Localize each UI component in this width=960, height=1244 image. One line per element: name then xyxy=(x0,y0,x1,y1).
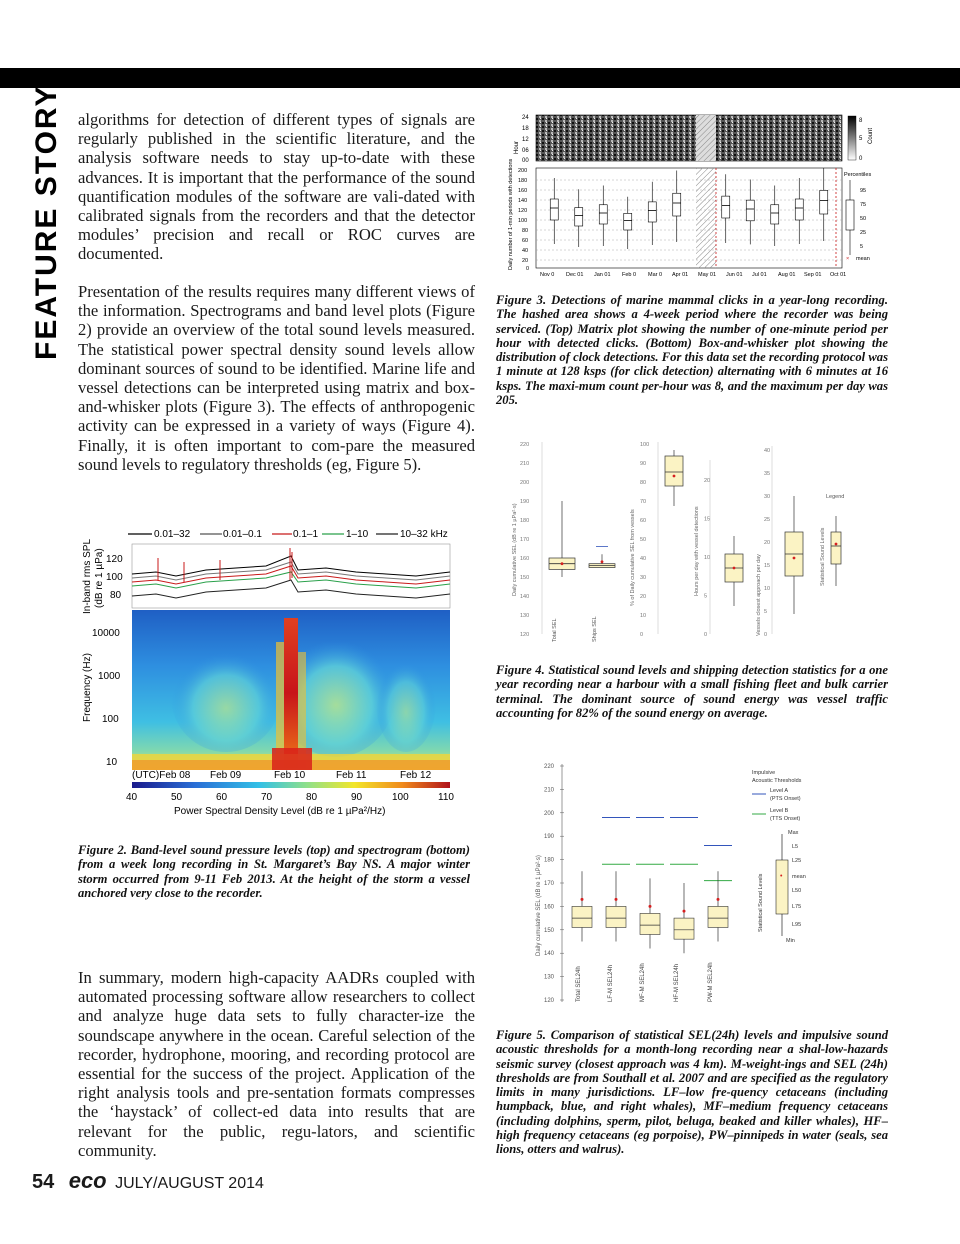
fig3-daily-tick: 80 xyxy=(522,228,529,234)
colorbar-tick: 70 xyxy=(261,792,273,803)
fig3-box xyxy=(550,199,558,220)
stat-item: L25 xyxy=(792,858,802,864)
fig5-ytick: 180 xyxy=(544,857,555,864)
fig4-ytick-b: 60 xyxy=(640,518,647,524)
fig3-daily-tick: 180 xyxy=(518,178,528,184)
fig4-ytick-d: 40 xyxy=(764,448,771,454)
fig3-daily-ticks xyxy=(518,168,529,272)
fig5-box xyxy=(708,906,728,927)
paragraph-2: Presentation of the results requires many different views of the information. Spectrograms and band level plots (Figure 2) provide an overview of the total sound levels measured. The statistical power spectral density sound levels allow dominant sources of sound to be identified. Marine life and vessel detections can be interpreted using matrix and box-and-whisker plots (Figure 3). The effects of anthropogenic activity can be expressed in a variety of ways (Figure 4). Finally, it is often important to com-pare the measured sound levels to regulatory thresholds (eg, Figure 5). xyxy=(78,282,475,474)
figure-2-caption: Figure 2. Band-level sound pressure levels (top) and spectrogram (bottom) from a week long recording in St. Margaret’s Bay NS. A major winter storm occurred from 9-11 Feb 2013. At the height of the storm a vessel anchored very close to the recorder. xyxy=(78,843,470,900)
fig2-legend-item: 1–10 xyxy=(346,529,369,540)
fig4-legend-box-mean xyxy=(835,543,838,546)
page-number: 54 xyxy=(32,1171,55,1193)
fig4-ytick-b: 0 xyxy=(640,632,644,638)
figure-5-plot xyxy=(520,760,830,1010)
fig4-ytick-a: 160 xyxy=(520,556,530,562)
colorbar-tick: 40 xyxy=(126,792,138,803)
fig4-ylabel-b: % of Daily cumulative SEL from vessels xyxy=(630,509,636,606)
fig2-legend-item: 10–32 kHz xyxy=(400,529,448,540)
fig5-ytick: 150 xyxy=(544,927,555,934)
fig4-ylabel-c: Hours per day with vessel detections xyxy=(694,506,700,596)
band-line-low xyxy=(132,562,450,580)
fig3-month: Oct 01 xyxy=(830,272,847,278)
fig3-hour-label: Hour xyxy=(514,140,520,154)
fig5-stat-label: Statistical Sound Levels xyxy=(758,873,764,932)
fig4-ytick-c: 20 xyxy=(704,478,711,484)
fig4-ytick-d: 35 xyxy=(764,471,771,477)
fig5-xlabel: HF-M SEL24h xyxy=(674,963,680,1002)
fig2-spec-ylabel: Frequency (Hz) xyxy=(82,653,93,722)
fig5-box xyxy=(674,918,694,939)
fig5-ticks xyxy=(544,764,564,1004)
fig4-ytick-b: 90 xyxy=(640,461,647,467)
fig4-ytick-d: 0 xyxy=(764,632,768,638)
fig5-ytick: 190 xyxy=(544,834,555,841)
fig5-xlabel: PW-M SEL24h xyxy=(708,962,714,1002)
level-b-label: Level B xyxy=(770,808,789,814)
colorbar-tick: 60 xyxy=(216,792,228,803)
spectrogram xyxy=(132,610,450,770)
fig4-ytick-b: 30 xyxy=(640,575,647,581)
fig5-legend-title-2: Acoustic Thresholds xyxy=(752,778,802,784)
fig4-ytick-a: 150 xyxy=(520,575,530,581)
fig4-ytick-d: 30 xyxy=(764,494,771,500)
fig4-ytick-d: 25 xyxy=(764,517,771,523)
fig2-ytick: 120 xyxy=(106,554,123,565)
mean-marker: × xyxy=(846,256,850,262)
fig3-box xyxy=(771,205,779,224)
colorbar-tick: 80 xyxy=(306,792,318,803)
fig4-ticks xyxy=(520,442,770,638)
paragraph-3: In summary, modern high-capacity AADRs coupled with automated processing software allow researchers to collect and analyze huge data sets to fully character-ize the soundscape anywhere in the ocean. Careful selection of the recorder, hydrophone, mooring, and recording protocol are essential for the success of the project. Application of the right analysis tools and pre-sentation formats compresses the ‘haystack’ of collect-ed data into results that are relevant for the public, regu-lators, and scientific community. xyxy=(78,968,475,1160)
level-a-sub: (PTS Onset) xyxy=(770,796,801,802)
fig4-ylabel-a: Daily cumulative SEL (dB re 1 µPa²·s) xyxy=(512,503,518,596)
fig4-box-total-mean xyxy=(561,562,564,565)
fig4-legend-label: Statistical Sound Levels xyxy=(820,527,826,586)
section-label: FEATURE STORY xyxy=(30,84,63,360)
fig3-daily-tick: 100 xyxy=(518,218,528,224)
fig5-legend xyxy=(752,770,806,944)
fig3-box xyxy=(575,208,583,226)
fig4-box-percent-mean xyxy=(673,475,676,478)
fig3-months xyxy=(540,272,846,278)
fig4-box-hours-mean xyxy=(733,567,736,570)
fig3-daily-tick: 20 xyxy=(522,258,529,264)
fig4-box-vessels-mean xyxy=(793,557,796,560)
fig4-xlabel: Total SEL xyxy=(552,618,558,642)
fig5-xlabel: LF-M SEL24h xyxy=(608,964,614,1002)
fig4-ytick-d: 15 xyxy=(764,563,771,569)
stat-item: L95 xyxy=(792,922,802,928)
fig4-ylabel-d: Vessels closest approach per day xyxy=(756,554,762,636)
colorbar-tick: 50 xyxy=(171,792,183,803)
count-tick: 8 xyxy=(859,118,863,124)
matrix-plot xyxy=(536,115,842,161)
fig5-ytick: 200 xyxy=(544,810,555,817)
fig3-month: Apr 01 xyxy=(672,272,689,278)
percentile-item: 25 xyxy=(860,230,867,236)
fig4-ytick-c: 10 xyxy=(704,555,711,561)
figure-5-caption: Figure 5. Comparison of statistical SEL(24h) levels and impulsive sound acoustic thresholds for a month-long recording near a shal-low-hazards seismic survey (closest approach was 4 km). M-weight-ings and SEL (24h) thresholds are from Southall et al. 2007 and are specified as the regulatory limits in many jurisdictions. LF–low fre-quency cetaceans (including humpback, blue, and right whales), MF–medium frequency cetaceans (including dolphins, sperm, pilot, beluga, beaked and killer whales), HF–high frequency cetaceans (eg porpoise), PW–pinnipeds in water (seals, sea lions, otters and walrus). xyxy=(496,1028,888,1157)
fig5-ytick: 210 xyxy=(544,787,555,794)
mean-label: mean xyxy=(856,256,870,262)
fig3-hour-tick: 18 xyxy=(522,126,529,132)
fig5-box xyxy=(606,906,626,927)
fig4-ytick-a: 130 xyxy=(520,613,530,619)
figure-3-caption: Figure 3. Detections of marine mammal clicks in a year-long recording. The hashed area shows a 4-week period where the recorder was being serviced. (Top) Matrix plot showing the number of one-minute period per hour with detected clicks. (Bottom) Box-and-whisker plot showing the distribution of clock detections. For this data set the recording protocol was 1 minute at 128 ksps (for click detection) alternating with 6 minutes at 16 ksps. The maxi-mum count per-hour was 8, and the maximum per day was 205. xyxy=(496,293,888,408)
fig4-ytick-a: 170 xyxy=(520,537,530,543)
fig2-spec-ytick: 10000 xyxy=(92,628,120,639)
stat-item: mean xyxy=(792,874,806,880)
fig2-time-label: Feb 09 xyxy=(210,770,242,781)
fig3-daily-tick: 140 xyxy=(518,198,528,204)
fig4-ytick-d: 5 xyxy=(764,609,768,615)
fig5-box xyxy=(640,913,660,934)
figure-4-caption: Figure 4. Statistical sound levels and shipping detection statistics for a one year recording near a harbour with a small fishing fleet and bulk carrier terminal. The dominant source of sound energy was vessel traffic accounting for 82% of the sound energy on average. xyxy=(496,663,888,720)
fig4-box-ships-mean xyxy=(601,560,604,563)
fig4-xlabel: Ships SEL xyxy=(592,616,598,642)
fig5-mean xyxy=(615,898,618,901)
fig2-time-label: Feb 11 xyxy=(336,770,367,781)
fig3-hour-tick: 24 xyxy=(522,115,529,121)
fig4-ytick-b: 80 xyxy=(640,480,647,486)
fig3-daily-tick: 200 xyxy=(518,168,528,174)
fig4-ytick-b: 20 xyxy=(640,594,647,600)
fig3-box xyxy=(795,199,803,220)
fig3-daily-tick: 40 xyxy=(522,248,529,254)
fig2-band-lines xyxy=(132,548,450,598)
header-bar xyxy=(0,68,960,88)
footer xyxy=(32,1168,264,1194)
colorbar-tick: 110 xyxy=(438,792,454,803)
fig3-box xyxy=(673,193,681,216)
fig5-ytick: 140 xyxy=(544,951,555,958)
fig5-xlabel: Total SEL24h xyxy=(576,966,582,1002)
fig2-ytick: 100 xyxy=(106,572,123,583)
fig4-ytick-a: 220 xyxy=(520,442,530,448)
fig3-daily-tick: 0 xyxy=(526,266,530,272)
fig2-legend-item: 0.01–0.1 xyxy=(223,529,262,540)
fig5-ytick: 160 xyxy=(544,904,555,911)
fig2-time-label: Feb 10 xyxy=(274,770,306,781)
figure-3 xyxy=(500,110,880,280)
colorbar xyxy=(132,782,450,788)
fig4-ytick-b: 40 xyxy=(640,556,647,562)
fig4-ytick-b: 50 xyxy=(640,537,647,543)
fig4-legend-title: Legend xyxy=(826,494,845,500)
figure-2 xyxy=(76,522,476,822)
fig4-ytick-a: 180 xyxy=(520,518,530,524)
fig2-legend xyxy=(128,529,448,540)
fig2-top-ylabel: In-band rms SPL xyxy=(82,538,93,614)
fig3-box xyxy=(722,196,730,218)
fig5-boxes xyxy=(572,871,728,953)
fig3-hour-tick: 00 xyxy=(522,158,529,164)
figure-3-plot xyxy=(500,110,880,280)
issue-date: JULY/AUGUST 2014 xyxy=(115,1175,264,1192)
fig3-hour-tick: 12 xyxy=(522,137,529,143)
fig5-xlabels xyxy=(576,962,714,1002)
fig5-box xyxy=(572,906,592,927)
fig5-ytick: 220 xyxy=(544,764,555,770)
fig3-box xyxy=(599,205,607,224)
count-colorbar xyxy=(848,116,856,160)
fig3-box xyxy=(624,213,632,230)
count-tick: 0 xyxy=(859,156,863,162)
fig3-month: Mar 0 xyxy=(648,272,663,278)
fig3-daily-ylabel: Daily number of 1-min periods with detections xyxy=(508,158,514,270)
fig4-ytick-a: 120 xyxy=(520,632,530,638)
figure-5 xyxy=(520,760,830,1010)
fig5-mean-marker: • xyxy=(780,873,783,880)
figure-2-plot xyxy=(76,522,476,822)
fig3-percentile-legend xyxy=(844,172,871,262)
fig4-ytick-c: 0 xyxy=(704,632,708,638)
magazine-logo: eco xyxy=(68,1168,107,1193)
fig4-box-percent xyxy=(665,456,683,486)
fig2-spec-ytick: 10 xyxy=(106,757,118,768)
fig3-month: Jul 01 xyxy=(752,272,767,278)
colorbar-tick: 100 xyxy=(392,792,409,803)
count-label: Count xyxy=(868,127,874,144)
fig2-top-ylabel-units: (dB re 1 µPa) xyxy=(94,548,105,608)
fig5-ytick: 120 xyxy=(544,998,555,1004)
fig3-month: Sep 01 xyxy=(804,272,822,278)
percentile-item: 5 xyxy=(860,244,864,250)
fig3-month: Nov 0 xyxy=(540,272,555,278)
fig4-ytick-a: 200 xyxy=(520,480,530,486)
fig2-spec-ytick: 100 xyxy=(102,714,119,725)
percentiles-label: Percentiles xyxy=(844,172,872,178)
fig3-daily-tick: 160 xyxy=(518,188,528,194)
stat-item: L5 xyxy=(792,844,799,850)
fig4-ytick-b: 10 xyxy=(640,613,647,619)
fig3-daily-tick: 120 xyxy=(518,208,528,214)
colorbar-label: Power Spectral Density Level (dB re 1 µPa²/Hz) xyxy=(174,806,386,817)
fig3-hour-tick: 06 xyxy=(522,148,529,154)
fig2-time-label: (UTC)Feb 08 xyxy=(132,770,191,781)
percentile-item: 75 xyxy=(860,202,867,208)
fig4-ytick-b: 100 xyxy=(640,442,650,448)
stat-item: L50 xyxy=(792,888,802,894)
fig2-spec-ytick: 1000 xyxy=(98,671,121,682)
fig3-daily-tick: 60 xyxy=(522,238,529,244)
fig4-ytick-d: 10 xyxy=(764,586,771,592)
fig4-ytick-c: 15 xyxy=(704,516,711,523)
level-a-label: Level A xyxy=(770,788,789,794)
stat-item: Min xyxy=(786,938,795,944)
fig5-xlabel: MF-M SEL24h xyxy=(640,963,646,1002)
stat-item: Max xyxy=(788,830,799,836)
fig3-box xyxy=(820,190,828,214)
fig5-ylabel: Daily cumulative SEL (dB re 1 µPa²·s) xyxy=(536,855,542,956)
fig3-box xyxy=(648,202,656,222)
fig5-mean xyxy=(581,898,584,901)
fig3-month: Feb 0 xyxy=(622,272,637,278)
count-tick: 5 xyxy=(859,136,863,142)
level-b-sub: (TTS Onset) xyxy=(770,816,801,822)
fig5-mean xyxy=(649,905,652,908)
fig3-month: Jan 01 xyxy=(594,272,611,278)
fig2-legend-item: 0.01–32 xyxy=(154,529,191,540)
fig4-ytick-a: 210 xyxy=(520,461,530,467)
fig3-month: Jun 01 xyxy=(726,272,743,278)
fig4-legend-box xyxy=(831,532,841,564)
fig4-ytick-c: 5 xyxy=(704,593,708,600)
fig5-thresholds xyxy=(602,817,732,880)
fig5-mean xyxy=(683,910,686,913)
fig2-time-label: Feb 12 xyxy=(400,770,432,781)
figure-4 xyxy=(506,436,866,646)
colorbar-tick: 90 xyxy=(351,792,363,803)
fig2-ytick: 80 xyxy=(110,590,122,601)
fig3-month: May 01 xyxy=(698,272,717,278)
fig5-mean xyxy=(717,898,720,901)
fig3-box xyxy=(746,200,754,221)
figure-4-plot xyxy=(506,436,866,646)
fig3-month: Dec 01 xyxy=(566,272,584,278)
fig4-ytick-b: 70 xyxy=(640,499,647,505)
fig3-month: Aug 01 xyxy=(778,272,796,278)
fig5-legend-title: Impulsive xyxy=(752,770,776,776)
percentile-item: 95 xyxy=(860,188,867,194)
fig5-ytick: 130 xyxy=(544,974,555,981)
fig4-ytick-a: 190 xyxy=(520,499,530,505)
fig4-ytick-d: 20 xyxy=(764,540,771,546)
fig4-ytick-a: 140 xyxy=(520,594,530,600)
fig5-ytick: 170 xyxy=(544,881,555,887)
fig2-legend-item: 0.1–1 xyxy=(293,529,319,540)
stat-item: L75 xyxy=(792,904,802,910)
percentile-item: 50 xyxy=(860,216,867,222)
paragraph-1: algorithms for detection of different types of signals are regularly published in the scientific literature, and the analysis software needs to stay up-to-date with these advances. It is important that the performance of the sound quantification modules of the software are vali-dated with calibrated signals from the recorders and that the detector modules’ precision and recall or ROC curves are documented. xyxy=(78,110,475,264)
